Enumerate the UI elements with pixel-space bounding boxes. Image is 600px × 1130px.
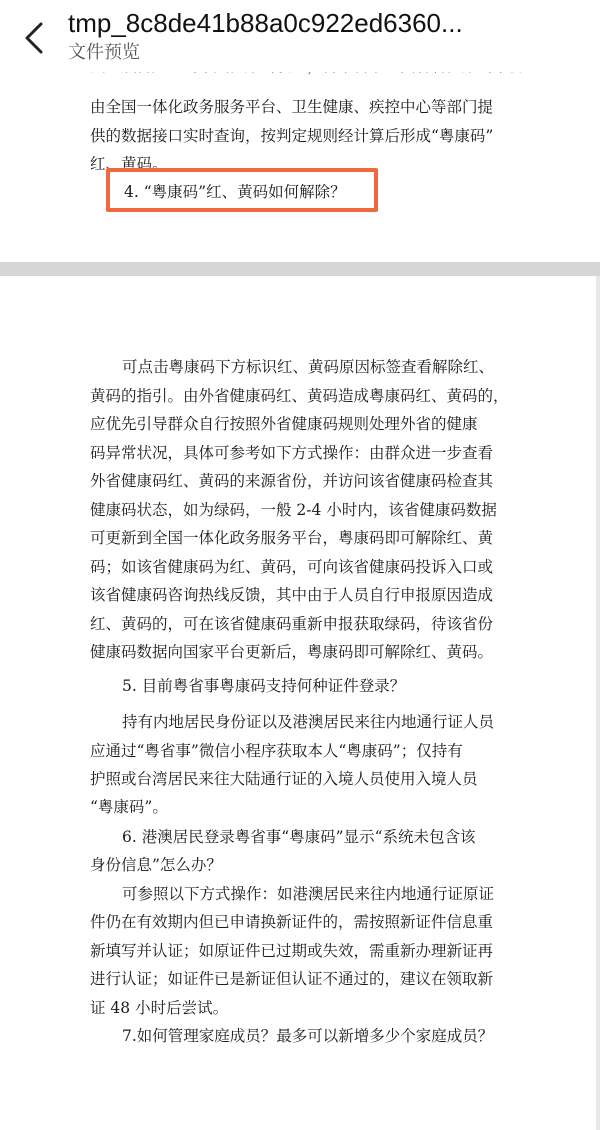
page2-line-3: 应优先引导群众自行按照外省健康码规则处理外省的健康 [90,415,478,433]
page2-line-7: 可更新到全国一体化政务服务平台，粤康码即可解除红、黄 [90,529,494,547]
page-edge-shadow [596,276,600,1130]
page2-line-13: 持有内地居民身份证以及港澳居民来往内地通行证人员 [122,713,495,731]
page2-line-5: 外省健康码红、黄码的来源省份，并访问该省健康码检查其 [90,472,494,490]
page2-line-22: 进行认证；如证件已是新证但认证不通过的，建议在领取新 [90,970,494,988]
page1-line-3: 红、黄码。 [90,155,168,173]
page1-line-1: 由全国一体化政务服务平台、卫生健康、疾控中心等部门提 [90,98,494,116]
back-button[interactable] [14,18,54,58]
page2-line-4: 码异常状况，具体可参考如下方式操作：由群众进一步查看 [90,444,494,462]
page2-line-14: 应通过“粤省事”微信小程序获取本人“粤康码”；仅持有 [90,742,463,760]
page2-line-21: 新填写并认证；如原证件已过期或失效，需重新办理新证再 [90,942,494,960]
page2-line-9: 该省健康码咨询热线反馈，其中由于人员自行申报原因造成 [90,586,494,604]
page2-question-7: 7.如何管理家庭成员？最多可以新增多少个家庭成员？ [122,1027,494,1045]
file-subtitle: 文件预览 [68,42,140,63]
chevron-left-icon [23,21,45,55]
page2-line-11: 健康码数据向国家平台更新后，粤康码即可解除红、黄码。 [90,643,494,661]
page2-line-16: “粤康码”。 [90,798,168,816]
page-separator [0,262,600,276]
page1-line-2: 供的数据接口实时查询，按判定规则经计算后形成“粤康码” [90,127,494,145]
highlight-box [106,168,378,212]
page2-line-20: 件仍在有效期内但已申请换新证件的，需按照新证件信息重 [90,913,494,931]
page2-line-8: 码；如该省健康码为红、黄码，可向该省健康码投诉入口或 [90,558,494,576]
page2-line-15: 护照或台湾居民来往大陆通行证的入境人员使用入境人员 [90,770,478,788]
title-block [68,6,588,66]
page2-line-19: 可参照以下方式操作：如港澳居民来往内地通行证原证 [122,885,495,903]
page2-line-6: 健康码状态，如为绿码，一般 2-4 小时内，该省健康码数据 [90,501,497,519]
page2-line-2: 黄码的指引。由外省健康码红、黄码造成粤康码红、黄码的， [90,387,509,405]
page2-line-1: 可点击粤康码下方标识红、黄码原因标签查看解除红、 [122,358,495,376]
page2-line-23: 证 48 小时后尝试。 [90,999,229,1017]
file-title: tmp_8c8de41b88a0c922ed6360... [68,8,463,38]
page2-question-5: 5. 目前粤省事粤康码支持何种证件登录？ [122,677,406,695]
page2-question-6: 6. 港澳居民登录粤省事“粤康码”显示“系统未包含该 [122,828,476,846]
page2-line-18: 身份信息”怎么办？ [90,856,222,874]
document-page-2 [0,276,600,1130]
top-app-bar [0,0,600,72]
page2-line-10: 红、黄码的，可在该省健康码重新申报获取绿码，待该省份 [90,615,494,633]
page1-question-4: 4. “粤康码”红、黄码如何解除？ [124,183,346,201]
